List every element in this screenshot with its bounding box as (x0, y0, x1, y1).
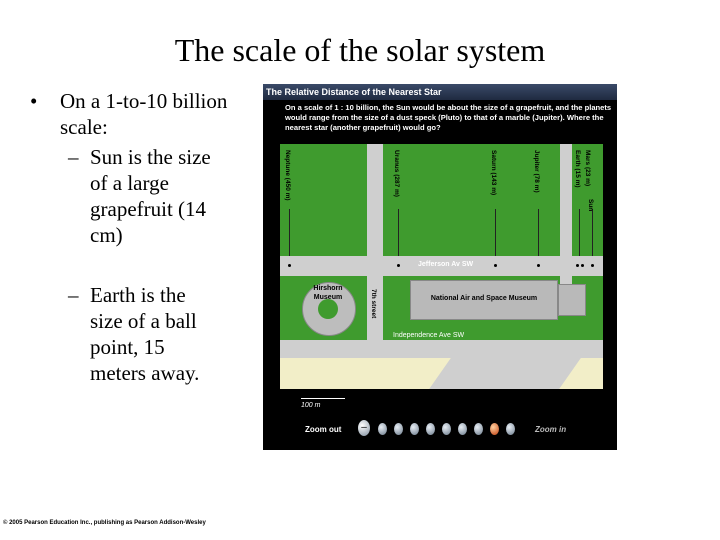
hirshorn-label: Hirshorn Museum (313, 285, 343, 301)
saturn-line (495, 209, 496, 256)
zoom-step-6[interactable] (458, 423, 467, 435)
zoom-step-current[interactable] (490, 423, 499, 435)
air-space-annex (558, 284, 586, 316)
planet-label-jupiter: Jupiter (78 m) (533, 150, 540, 193)
uranus-dot (397, 264, 400, 267)
jupiter-dot (537, 264, 540, 267)
hirshorn-courtyard (318, 299, 338, 319)
dash-marker: – (68, 283, 79, 307)
zoom-step-7[interactable] (474, 423, 483, 435)
applet-question: On a scale of 1 : 10 billion, the Sun would be about the size of a grapefruit, and the planets would range from the size of a dust speck (Pluto) to that of a marble (Jupiter). Where the nearest star (another grapefruit) would go? (285, 103, 612, 132)
scale-bar (301, 398, 345, 399)
sub-bullet-text: Sun is the size of a large grapefruit (14 cm) (90, 145, 211, 247)
mars-dot (576, 264, 579, 267)
zoom-in-label[interactable]: Zoom in (535, 425, 567, 434)
dash-marker: – (68, 145, 79, 169)
applet-title: The Relative Distance of the Nearest Star (263, 84, 617, 100)
scale-bar-label: 100 m (301, 402, 321, 409)
zoom-out-label[interactable]: Zoom out (305, 425, 342, 434)
earth-line (579, 209, 580, 256)
planet-label-earth: Earth (15 m) (574, 150, 581, 188)
sun-line (592, 209, 593, 256)
zoom-step-4[interactable] (426, 423, 435, 435)
street-label-seventh: 7th street (370, 289, 377, 319)
air-space-label: National Air and Space Museum (430, 295, 538, 302)
scale-model-applet (263, 84, 617, 450)
street-label-independence: Independence Ave SW (393, 332, 465, 339)
planet-label-uranus: Uranus (287 m) (393, 150, 400, 197)
planet-label-neptune: Neptune (450 m) (284, 150, 291, 201)
independence-avenue (280, 340, 603, 358)
planet-label-sun: Sun (587, 199, 594, 212)
uranus-line (398, 209, 399, 256)
zoom-out-button[interactable]: – (358, 420, 370, 436)
jupiter-line (538, 209, 539, 256)
zoom-step-5[interactable] (442, 423, 451, 435)
vertical-street-east (560, 144, 572, 304)
neptune-line (289, 209, 290, 256)
sub-bullet-text: Earth is the size of a ball point, 15 meters away. (90, 283, 200, 385)
diagonal-road (429, 358, 581, 389)
bullet-marker: • (30, 89, 38, 113)
neptune-dot (288, 264, 291, 267)
zoom-step-9[interactable] (506, 423, 515, 435)
mall-map[interactable] (280, 144, 603, 389)
street-label-jefferson: Jefferson Av SW (418, 261, 474, 268)
zoom-step-3[interactable] (410, 423, 419, 435)
sun-dot (591, 264, 594, 267)
earth-dot (581, 264, 584, 267)
copyright-notice: © 2005 Pearson Education Inc., publishing as Pearson Addison-Wesley (3, 520, 206, 526)
planet-label-mars: Mars (23 m) (584, 150, 591, 187)
saturn-dot (494, 264, 497, 267)
slide-title: The scale of the solar system (174, 32, 546, 68)
zoom-step-1[interactable] (378, 423, 387, 435)
planet-label-saturn: Saturn (143 m) (490, 150, 497, 196)
bullet-text: On a 1-to-10 billion scale: (60, 89, 228, 139)
zoom-step-2[interactable] (394, 423, 403, 435)
